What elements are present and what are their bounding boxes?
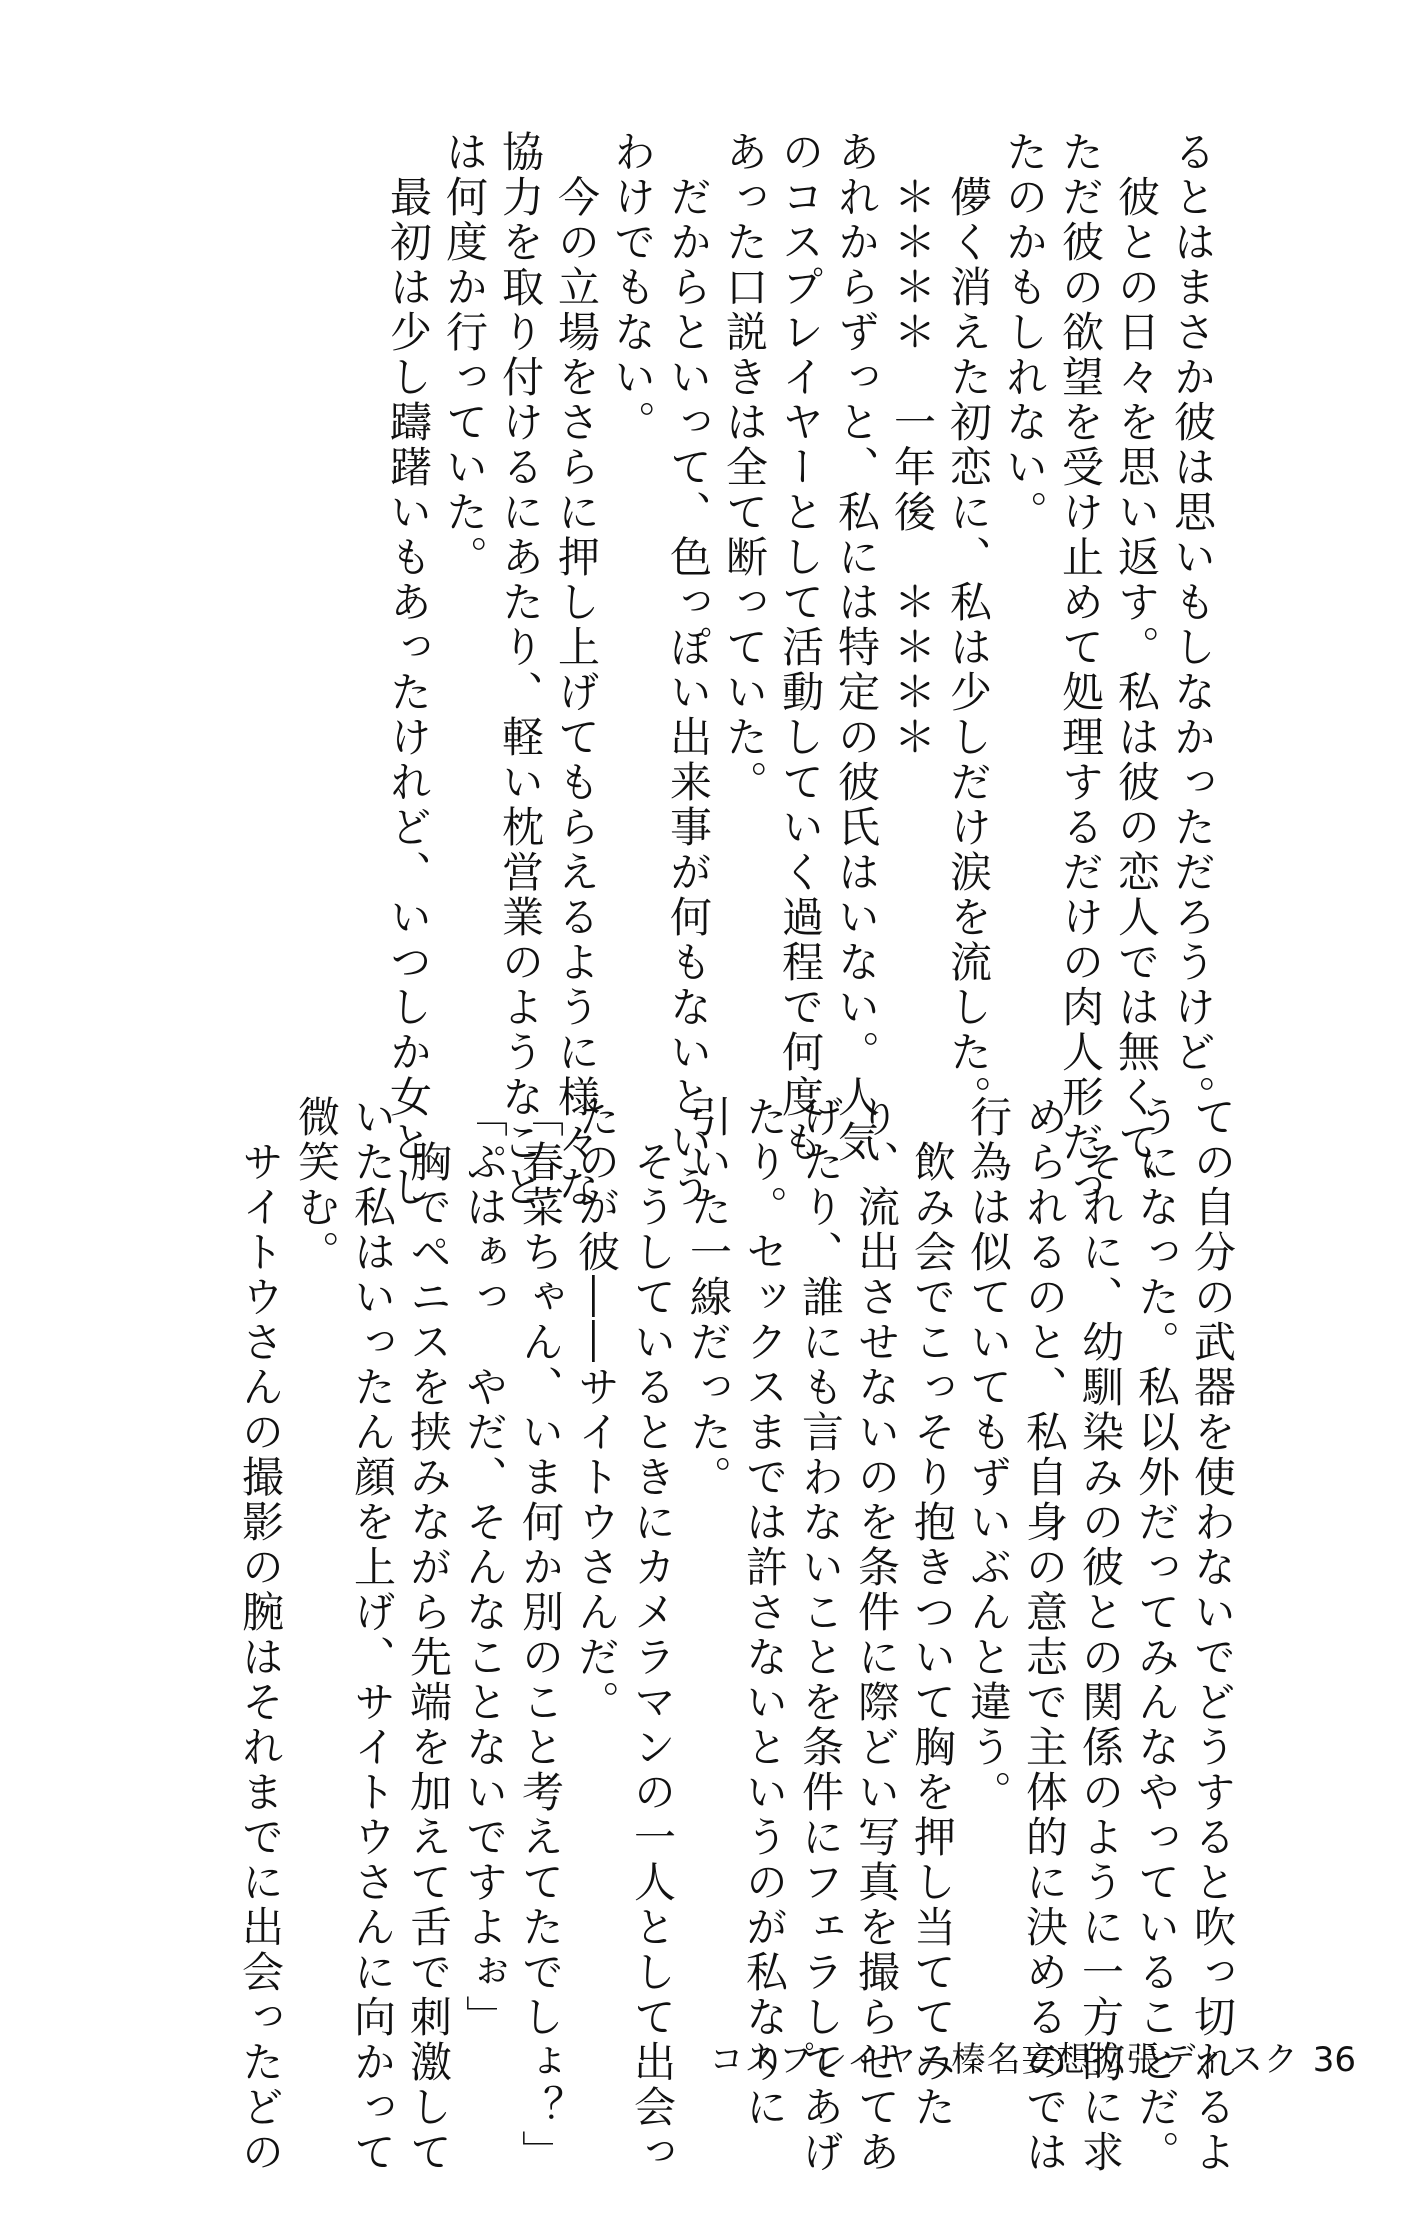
text-column: るとはまさか彼は思いもしなかっただろうけど。 (1168, 130, 1217, 1120)
text-column: たのかもしれない。 (1000, 130, 1049, 535)
dialogue-column: 「春菜ちゃん、いま何か別のこと考えてたでしょ？」 (516, 1095, 565, 2175)
text-column: いた私はいったん顔を上げ、サイトウさんに向かって (348, 1095, 397, 2175)
text-column: められるのと、私自身の意志で主体的に決めるのでは (1020, 1095, 1069, 2175)
text-column: は何度か行っていた。 (440, 130, 489, 580)
text-column: ての自分の武器を使わないでどうすると吹っ切れるよ (1188, 1095, 1237, 2175)
text-column: 協力を取り付けるにあたり、軽い枕営業のようなこと (496, 130, 545, 1210)
text-column: 最初は少し躊躇いもあったけれど、いつしか女とし (384, 130, 433, 1210)
page-footer (709, 2030, 1360, 2090)
text-column: 引いた一線だった。 (684, 1095, 733, 1500)
text-column: 今の立場をさらに押し上げてもらえるように様々な (552, 130, 601, 1210)
text-column: ただ彼の欲望を受け止めて処理するだけの肉人形だっ (1056, 130, 1105, 1210)
text-column: だからといって、色っぽい出来事が何もないという (664, 130, 713, 1210)
text-column: り、流出させないのを条件に際どい写真を撮らせてあ (852, 1095, 901, 2175)
text-column: のコスプレイヤーとして活動していく過程で何度も (776, 130, 825, 1165)
text-column: そうしているときにカメラマンの一人として出会っ (628, 1095, 677, 2175)
text-column: サイトウさんの撮影の腕はそれまでに出会ったどの (236, 1095, 285, 2175)
text-column: あった口説きは全て断っていた。 (720, 130, 769, 805)
text-column: 飲み会でこっそり抱きついて胸を押し当ててみた (908, 1095, 957, 2130)
text-column: 行為は似ていてもずいぶんと違う。 (964, 1095, 1013, 1815)
text-column: うになった。私以外だってみんなやっていることだ。 (1132, 1095, 1181, 2175)
book-title: コスプレイヤー榛名妄想拡張ディスク (709, 2040, 1299, 2080)
text-column: げたり、誰にも言わないことを条件にフェラしてあげ (796, 1095, 845, 2175)
text-column: 儚く消えた初恋に、私は少しだけ涙を流した。 (944, 130, 993, 1120)
text-column: たのが彼――サイトウさんだ。 (572, 1095, 621, 1725)
section-break: ＊＊＊＊ 一年後 ＊＊＊＊ (888, 130, 937, 760)
text-column: 彼との日々を思い返す。私は彼の恋人では無くて、 (1112, 130, 1161, 1210)
text-column: たり。セックスまでは許さないというのが私なりに (740, 1095, 789, 2130)
page-number: 36 (1312, 2040, 1356, 2080)
text-column: 胸でペニスを挟みながら先端を加えて舌で刺激して (404, 1095, 453, 2175)
text-column: わけでもない。 (608, 130, 657, 445)
text-column: あれからずっと、私には特定の彼氏はいない。人気 (832, 130, 881, 1165)
text-column: 微笑む。 (292, 1095, 341, 1275)
dialogue-column: 「ぷはぁっ やだ、そんなことないですよぉ」 (460, 1095, 509, 2040)
text-column: それに、幼馴染みの彼との関係のように一方的に求 (1076, 1095, 1125, 2175)
